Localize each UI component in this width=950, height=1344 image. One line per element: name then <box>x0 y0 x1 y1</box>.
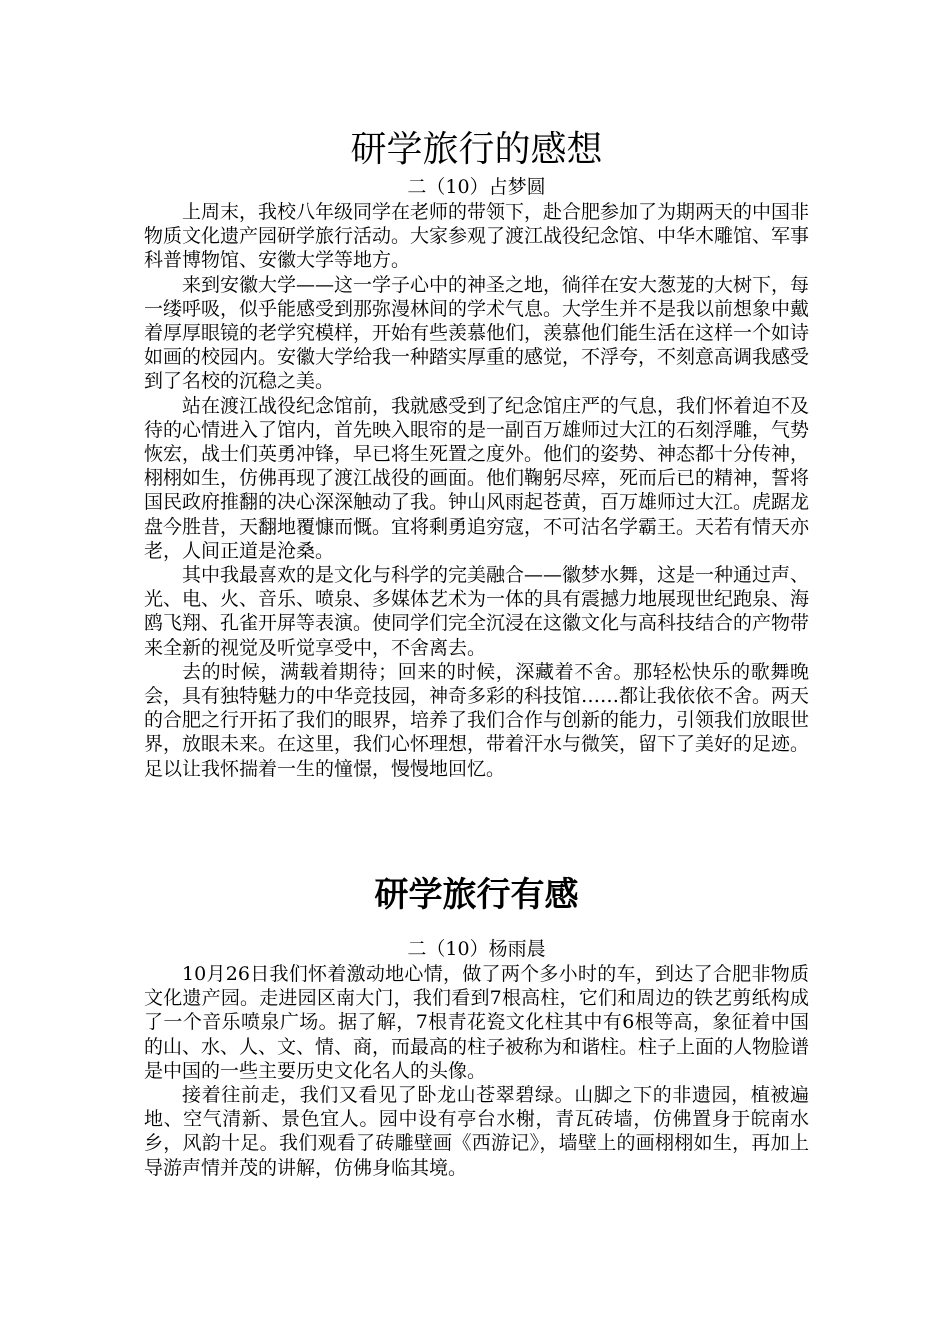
article2-paragraph-2: 接着往前走，我们又看见了卧龙山苍翠碧绿。山脚之下的非遗园，植被遍地、空气清新、景色宜人。园中设有亭台水榭，青瓦砖墙，仿佛置身于皖南水乡，风韵十足。我们观看了砖雕壁画《西游记》，墙壁上的画栩栩如生，再加上导游声情并茂的讲解，仿佛身临其境。 <box>144 1084 809 1179</box>
article1-body <box>144 200 809 781</box>
article2-body <box>144 962 809 1180</box>
article1-paragraph-1: 上周末，我校八年级同学在老师的带领下，赴合肥参加了为期两天的中国非物质文化遗产园研学旅行活动。大家参观了渡江战役纪念馆、中华木雕馆、军事科普博物馆、安徽大学等地方。 <box>144 201 810 272</box>
article1-paragraph-3: 站在渡江战役纪念馆前，我就感受到了纪念馆庄严的气息，我们怀着迫不及待的心情进入了馆内，首先映入眼帘的是一副百万雄师过大江的石刻浮雕，气势恢宏，战士们英勇冲锋，早已将生死置之度外。他们的姿势、神态都十分传神，栩栩如生，仿佛再现了渡江战役的画面。他们鞠躬尽瘁，死而后已的精神，誓将国民政府推翻的决心深深触动了我。钟山风雨起苍黄，百万雄师过大江。虎踞龙盘今胜昔，天翻地覆慷而慨。宜将剩勇追穷寇，不可沽名学霸王。天若有情天亦老，人间正道是沧桑。 <box>144 394 810 562</box>
article1-paragraph-4: 其中我最喜欢的是文化与科学的完美融合——徽梦水舞，这是一种通过声、光、电、火、音乐、喷泉、多媒体艺术为一体的具有震撼力地展现世纪跑泉、海鸥飞翔、孔雀开屏等表演。使同学们完全沉浸在这徽文化与高科技结合的产物带来全新的视觉及听觉享受中，不舍离去。 <box>144 564 810 659</box>
article2-author: 二（10）杨雨晨 <box>407 938 546 960</box>
article1-paragraph-5: 去的时候，满载着期待；回来的时候，深藏着不舍。那轻松快乐的歌舞晚会，具有独特魅力的中华竞技园，神奇多彩的科技馆……都让我依依不舍。两天的合肥之行开拓了我们的眼界，培养了我们合作与创新的能力，引领我们放眼世界，放眼未来。在这里，我们心怀理想，带着汗水与微笑，留下了美好的足迹。足以让我怀揣着一生的憧憬，慢慢地回忆。 <box>144 660 810 780</box>
article1-author: 二（10）占梦圆 <box>407 176 546 198</box>
article2-paragraph-1: 10月26日我们怀着激动地心情，做了两个多小时的车，到达了合肥非物质文化遗产园。走进园区南大门，我们看到7根高柱，它们和周边的铁艺剪纸构成了一个音乐喷泉广场。据了解，7根青花瓷文化柱其中有6根等高，象征着中国的山、水、人、文、情、商，而最高的柱子被称为和谐柱。柱子上面的人物脸谱是中国的一些主要历史文化名人的头像。 <box>144 963 810 1082</box>
article2-title: 研学旅行有感 <box>374 875 579 915</box>
article1-paragraph-2: 来到安徽大学——这一学子心中的神圣之地，徜徉在安大葱茏的大树下，每一缕呼吸，似乎能感受到那弥漫林间的学术气息。大学生并不是我以前想象中戴着厚厚眼镜的老学究模样，开始有些羡慕他们，羡慕他们能生活在这样一个如诗如画的校园内。安徽大学给我一种踏实厚重的感觉，不浮夸，不刻意高调我感受到了名校的沉稳之美。 <box>144 273 810 393</box>
article1-title: 研学旅行的感想 <box>350 129 603 170</box>
